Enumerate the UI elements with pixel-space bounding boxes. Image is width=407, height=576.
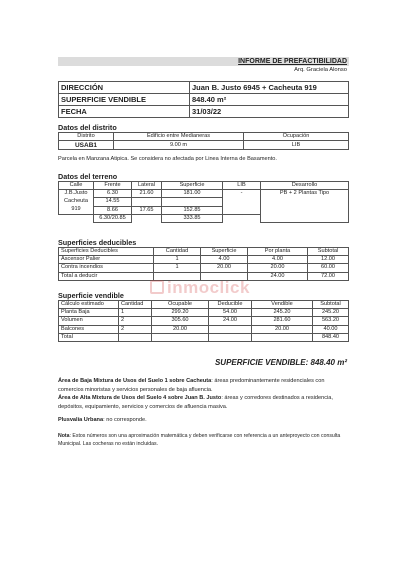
table-cell: 245.20 xyxy=(252,309,313,317)
table-cell: USAB1 xyxy=(59,141,114,150)
table-cell: - xyxy=(223,190,261,215)
column-header: LIB xyxy=(223,182,261,190)
column-header: Vendible xyxy=(252,301,313,309)
terreno-table xyxy=(58,181,349,223)
table-cell: Cacheuta xyxy=(59,198,94,206)
table-cell: 1 xyxy=(154,264,201,272)
table-cell: Total a deducir xyxy=(59,272,154,280)
table-cell: 6.30/20.85 xyxy=(94,214,132,222)
table-cell xyxy=(162,198,223,206)
summary-label: FECHA xyxy=(59,106,190,118)
column-header: Cantidad xyxy=(154,248,201,256)
table-cell: Total xyxy=(59,333,119,341)
report-title: INFORME DE PREFACTIBILIDAD xyxy=(238,58,347,65)
plusvalia-title: Plusvalía Urbana xyxy=(58,417,104,423)
distrito-table xyxy=(58,132,349,150)
table-cell: 20.00 xyxy=(201,264,248,272)
nota-text: : Estos números son una aproximación matemática y deben verificarse con referencia a un anteproyecto con consulta Municipal. Las cocheras no están incluidas. xyxy=(58,433,341,447)
summary-value: Juan B. Justo 6945 + Cacheuta 919 xyxy=(190,82,349,94)
table-cell: 14.55 xyxy=(94,198,132,206)
column-header: Por planta xyxy=(248,248,308,256)
table-cell: 9.00 m xyxy=(114,141,244,150)
table-row xyxy=(59,256,349,264)
table-cell: 12.00 xyxy=(308,256,349,264)
table-row xyxy=(59,190,349,198)
nota-paragraph xyxy=(58,432,349,448)
table-cell xyxy=(209,325,252,333)
watermark-text: inmoclick xyxy=(167,278,250,297)
table-cell: 1 xyxy=(154,256,201,264)
column-header: Cantidad xyxy=(119,301,152,309)
total-vendible: SUPERFICIE VENDIBLE: 848.40 m² xyxy=(214,358,347,367)
area-1-title: Área de Baja Mixtura de Usos del Suelo 1 sobre Cacheuta xyxy=(58,378,212,384)
area-paragraph-2 xyxy=(58,394,349,411)
table-cell: 1 xyxy=(119,309,152,317)
table-cell: 4.00 xyxy=(201,256,248,264)
table-cell: 21.60 xyxy=(132,190,162,198)
table-cell: Volumen xyxy=(59,317,119,325)
table-cell: 245.20 xyxy=(313,309,349,317)
table-cell: 20.00 xyxy=(252,325,313,333)
vendible-table xyxy=(58,300,349,342)
summary-value: 848.40 m² xyxy=(190,94,349,106)
plusvalia-paragraph xyxy=(58,416,349,424)
table-cell: 333.85 xyxy=(162,214,223,222)
report-author: Arq. Graciela Alonso xyxy=(294,67,347,73)
deducibles-table xyxy=(58,247,349,281)
table-cell: 72.00 xyxy=(308,272,349,280)
area-2-title: Área de Alta Mixtura de Usos del Suelo 4 sobre Juan B. Justo xyxy=(58,395,222,401)
table-cell: 2 xyxy=(119,325,152,333)
table-header-row xyxy=(59,301,349,309)
column-header: Subtotal xyxy=(308,248,349,256)
table-row xyxy=(59,309,349,317)
nota-title: Nota xyxy=(58,433,70,439)
table-cell: 4.00 xyxy=(248,256,308,264)
table-header-row xyxy=(59,133,349,141)
table-cell: 60.00 xyxy=(308,264,349,272)
plusvalia-text: : no corresponde. xyxy=(103,417,147,423)
table-cell: 563.20 xyxy=(313,317,349,325)
column-header: Superficie xyxy=(201,248,248,256)
table-cell: 919 xyxy=(59,206,94,214)
table-cell: 281.60 xyxy=(252,317,313,325)
column-header: Superficies Deducibles xyxy=(59,248,154,256)
table-cell: 6.30 xyxy=(94,190,132,198)
section-heading-deducibles: Superficies deducibles xyxy=(58,238,137,247)
table-cell-empty xyxy=(59,214,94,222)
table-cell: 848.40 xyxy=(313,333,349,341)
summary-table xyxy=(58,81,349,118)
house-icon xyxy=(150,280,164,294)
table-row xyxy=(59,325,349,333)
table-cell xyxy=(252,333,313,341)
table-cell: 24.00 xyxy=(209,317,252,325)
table-cell: LIB xyxy=(244,141,349,150)
column-header: Lateral xyxy=(132,182,162,190)
table-cell: 299.20 xyxy=(152,309,209,317)
table-row xyxy=(59,264,349,272)
column-header: Subtotal xyxy=(313,301,349,309)
table-cell: PB + 2 Plantas Tipo xyxy=(261,190,349,223)
section-heading-terreno: Datos del terreno xyxy=(58,172,118,181)
table-header-row xyxy=(59,248,349,256)
watermark xyxy=(150,278,260,298)
table-row xyxy=(59,317,349,325)
column-header: Ocupable xyxy=(152,301,209,309)
column-header: Deducible xyxy=(209,301,252,309)
column-header: Edificio entre Medianeras xyxy=(114,133,244,141)
column-header: Ocupación xyxy=(244,133,349,141)
area-1-text: : áreas predominantemente residenciales con comercios minoristas y servicios personales de baja afluencia. xyxy=(58,378,325,393)
table-cell: 17.65 xyxy=(132,206,162,214)
column-header: Desarrollo xyxy=(261,182,349,190)
area-paragraph-1 xyxy=(58,377,349,394)
table-cell: 152.85 xyxy=(162,206,223,214)
summary-value: 31/03/22 xyxy=(190,106,349,118)
summary-label: DIRECCIÓN xyxy=(59,82,190,94)
table-cell: Balcones xyxy=(59,325,119,333)
summary-row-address xyxy=(59,82,349,94)
column-header: Distrito xyxy=(59,133,114,141)
summary-row-date xyxy=(59,106,349,118)
table-row xyxy=(59,141,349,150)
column-header: Cálculo estimado xyxy=(59,301,119,309)
table-header-row xyxy=(59,182,349,190)
table-cell: 24.00 xyxy=(248,272,308,280)
table-cell: 181.00 xyxy=(162,190,223,198)
table-row xyxy=(59,333,349,341)
table-cell: 8.66 xyxy=(94,206,132,214)
distrito-note: Parcela en Manzana Atipica. Se considera no afectada por Linea Interna de Basamento. xyxy=(58,156,277,162)
section-heading-distrito: Datos del distrito xyxy=(58,123,117,132)
table-cell xyxy=(152,333,209,341)
area-2-text: : áreas y corredores destinados a residencia, depósitos, equipamiento, servicios y comercios de afluencia masiva. xyxy=(58,395,333,410)
table-cell xyxy=(119,333,152,341)
table-cell: Planta Baja xyxy=(59,309,119,317)
table-cell: J.B.Justo xyxy=(59,190,94,198)
table-cell: 54.00 xyxy=(209,309,252,317)
table-cell: Ascensor Palier xyxy=(59,256,154,264)
table-cell: 40.00 xyxy=(313,325,349,333)
table-cell-empty xyxy=(132,214,162,222)
table-cell xyxy=(132,198,162,206)
table-cell: 20.00 xyxy=(152,325,209,333)
table-cell-empty xyxy=(223,214,261,222)
table-cell: 305.60 xyxy=(152,317,209,325)
column-header: Superficie xyxy=(162,182,223,190)
column-header: Frente xyxy=(94,182,132,190)
table-cell: 2 xyxy=(119,317,152,325)
summary-row-surface xyxy=(59,94,349,106)
column-header: Calle xyxy=(59,182,94,190)
table-cell: Contra incendios xyxy=(59,264,154,272)
table-cell xyxy=(209,333,252,341)
summary-label: SUPERFICIE VENDIBLE xyxy=(59,94,190,106)
table-cell: 20.00 xyxy=(248,264,308,272)
section-heading-vendible: Superficie vendible xyxy=(58,291,124,300)
